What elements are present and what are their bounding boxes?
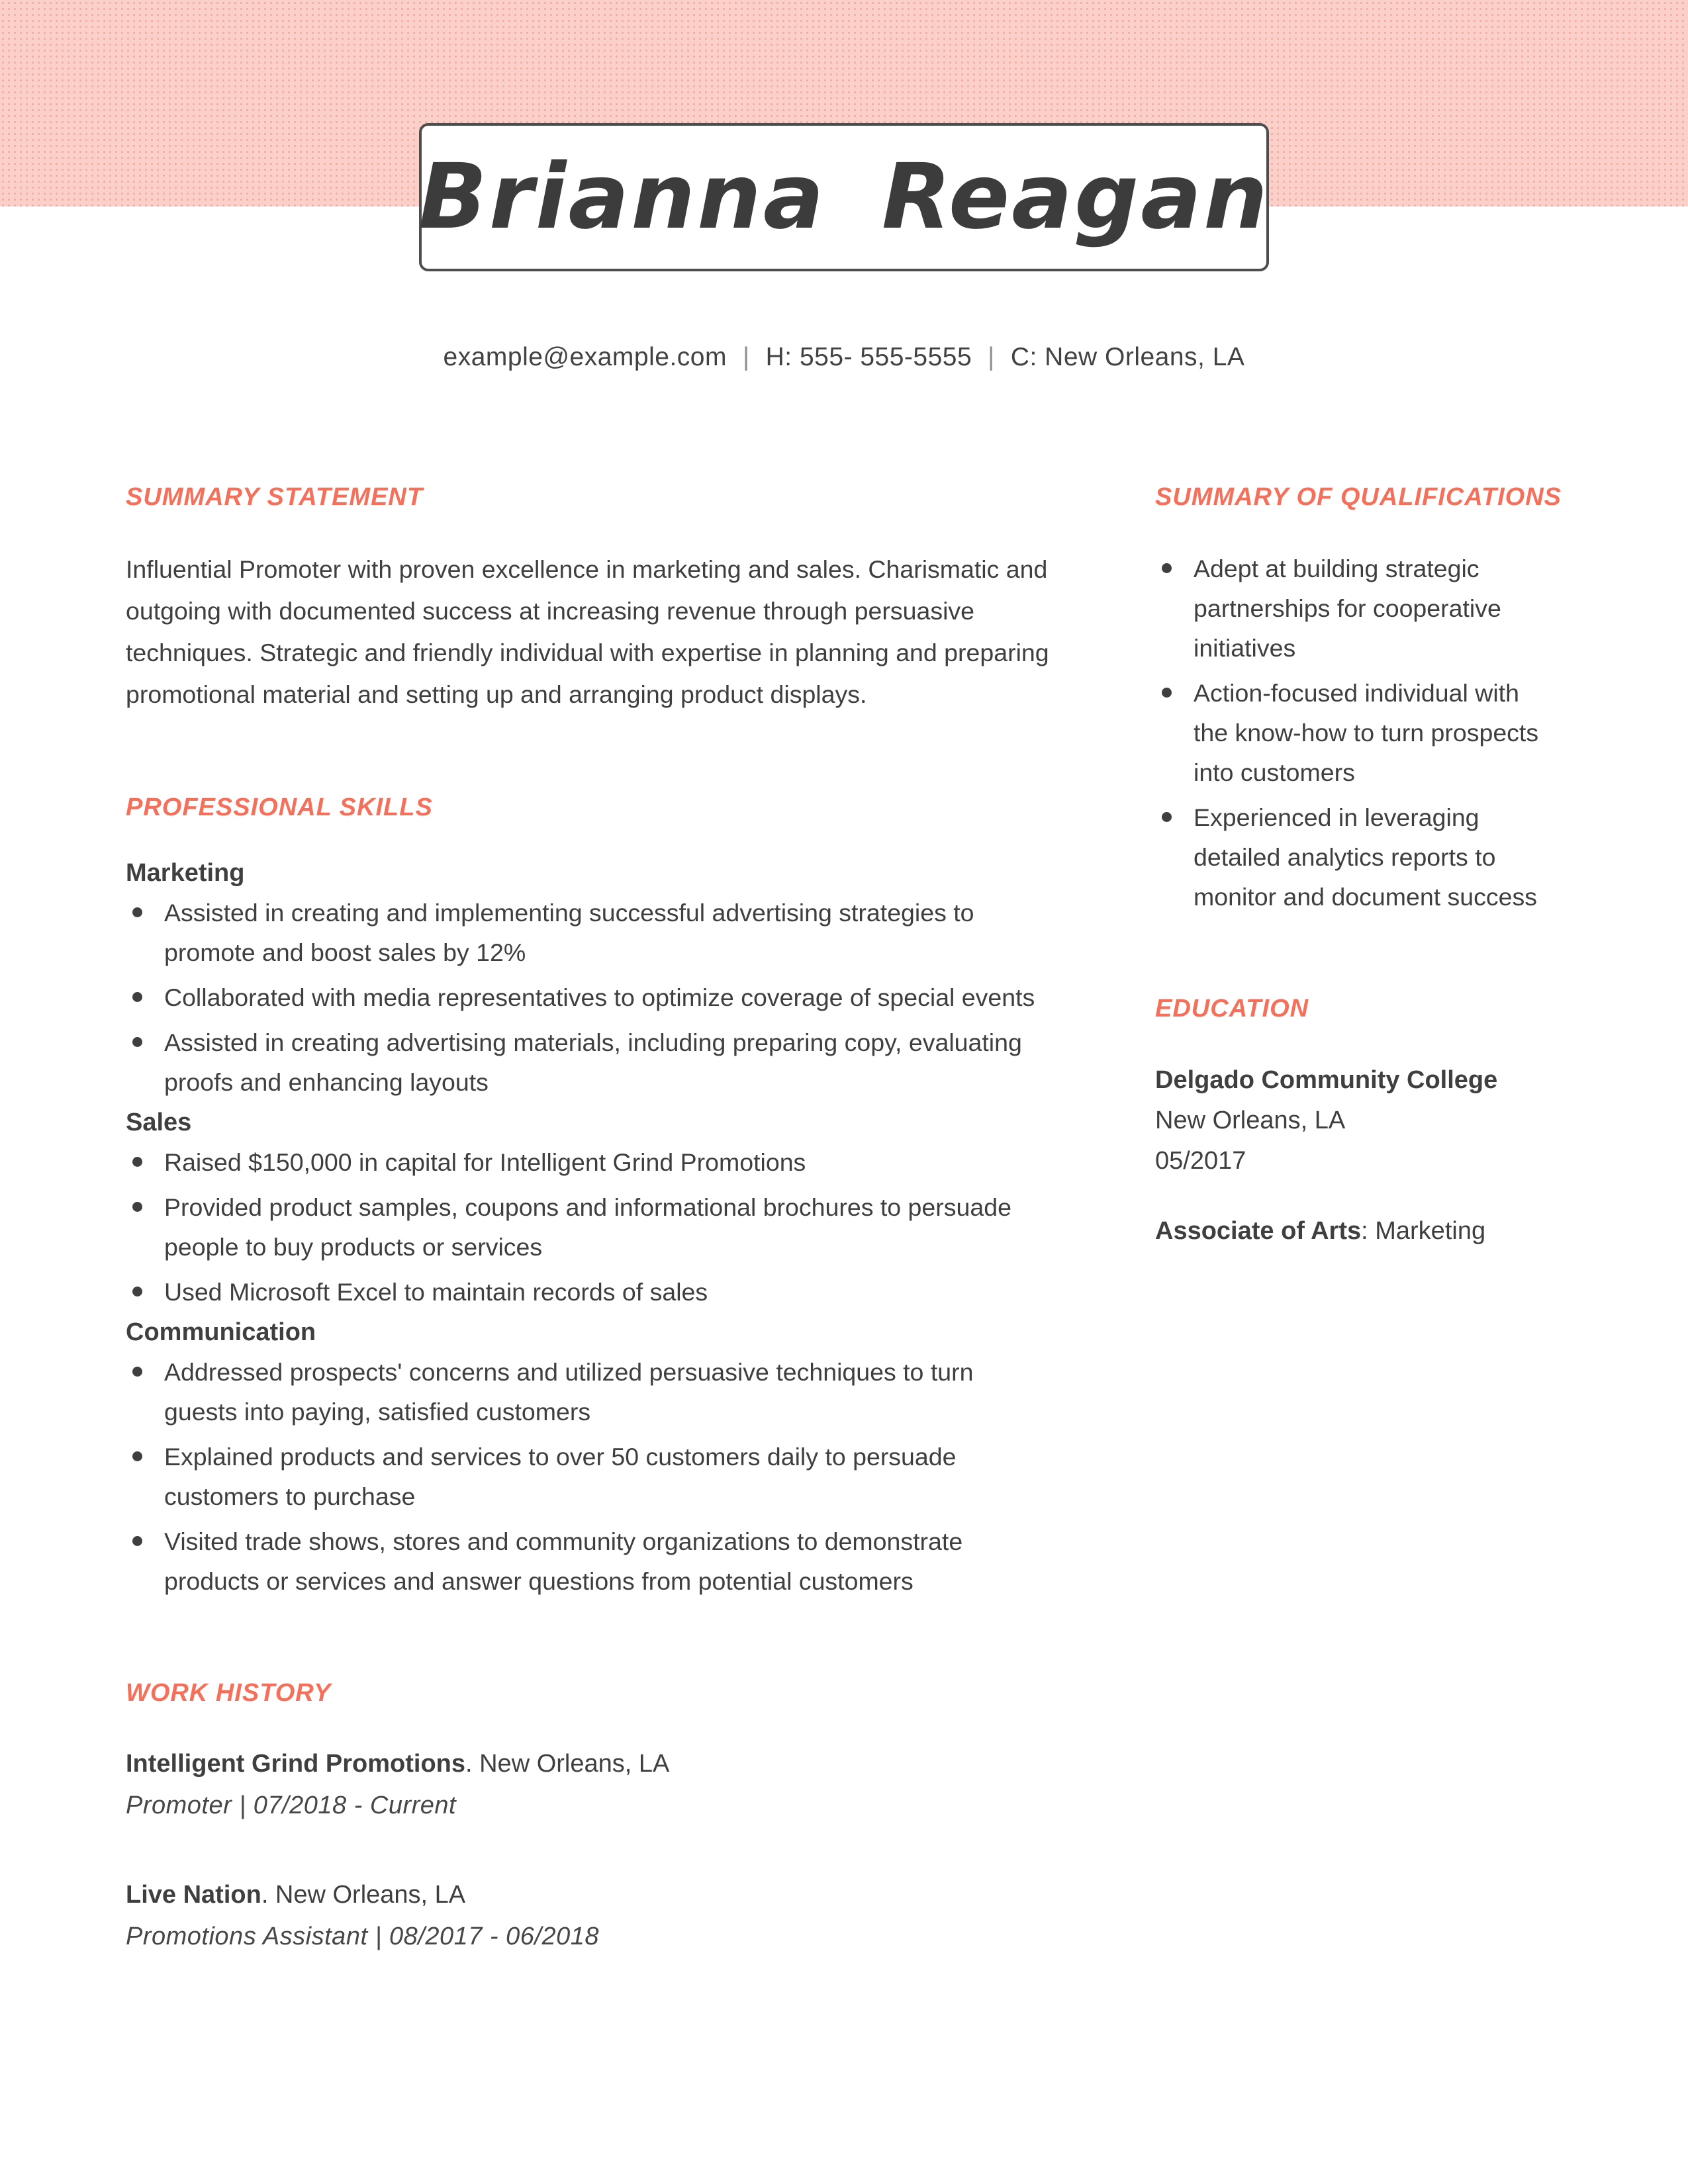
contact-phone: H: 555- 555-5555 bbox=[765, 343, 972, 371]
contact-separator: | bbox=[742, 343, 750, 371]
skill-item: Addressed prospects' concerns and utilized persuasive techniques to turn guests into paying, satisfied customers bbox=[126, 1352, 1049, 1432]
job-role-line: Promoter | 07/2018 - Current bbox=[126, 1791, 457, 1819]
skill-list-sales bbox=[126, 1142, 1049, 1312]
job-company: Live Nation bbox=[126, 1880, 261, 1909]
job-entry bbox=[126, 1745, 1049, 1820]
skill-item: Visited trade shows, stores and community organizations to demonstrate products or services and answer questions from potential customers bbox=[126, 1522, 1049, 1601]
qualification-item: Action-focused individual with the know-how to turn prospects into customers bbox=[1155, 673, 1544, 792]
job-company: Intelligent Grind Promotions bbox=[126, 1750, 465, 1778]
work-history-heading: WORK HISTORY bbox=[126, 1679, 332, 1707]
resume-body bbox=[0, 483, 1688, 1951]
contact-separator: | bbox=[988, 343, 995, 371]
skill-group-title-communication: Communication bbox=[126, 1318, 316, 1346]
job-role-line: Promotions Assistant | 08/2017 - 06/2018 bbox=[126, 1922, 599, 1950]
qualification-item: Experienced in leveraging detailed analytics reports to monitor and document success bbox=[1155, 797, 1544, 917]
education-degree: Associate of Arts bbox=[1155, 1217, 1362, 1246]
education-school: Delgado Community College bbox=[1155, 1066, 1498, 1094]
skill-list-communication bbox=[126, 1352, 1049, 1601]
contact-line bbox=[0, 343, 1688, 372]
qualification-item: Adept at building strategic partnerships for cooperative initiatives bbox=[1155, 549, 1544, 668]
skill-item: Explained products and services to over 50 customers daily to persuade customers to purchase bbox=[126, 1437, 1049, 1516]
job-company-line bbox=[126, 1745, 1049, 1784]
education-date: 05/2017 bbox=[1155, 1146, 1246, 1175]
left-column bbox=[126, 483, 1049, 1951]
education-entry bbox=[1155, 1060, 1544, 1251]
skill-group-title-sales: Sales bbox=[126, 1109, 192, 1136]
skill-item: Provided product samples, coupons and informational brochures to persuade people to buy products or services bbox=[126, 1187, 1049, 1267]
summary-statement-heading: SUMMARY STATEMENT bbox=[126, 483, 424, 511]
skill-item: Used Microsoft Excel to maintain records of sales bbox=[126, 1272, 1049, 1312]
qualifications-heading: SUMMARY OF QUALIFICATIONS bbox=[1155, 483, 1562, 511]
skill-list-marketing bbox=[126, 893, 1049, 1102]
education-degree-line bbox=[1155, 1211, 1544, 1251]
skill-item: Collaborated with media representatives to optimize coverage of special events bbox=[126, 978, 1049, 1017]
education-location: New Orleans, LA bbox=[1155, 1106, 1346, 1134]
skill-group-title-marketing: Marketing bbox=[126, 859, 245, 887]
contact-city: C: New Orleans, LA bbox=[1010, 343, 1245, 371]
contact-email: example@example.com bbox=[443, 343, 727, 371]
professional-skills-heading: PROFESSIONAL SKILLS bbox=[126, 794, 433, 821]
name-box bbox=[419, 123, 1269, 271]
right-column bbox=[1155, 483, 1562, 1951]
candidate-name: Brianna Reagan bbox=[418, 145, 1270, 250]
education-heading: EDUCATION bbox=[1155, 995, 1309, 1023]
job-location: . New Orleans, LA bbox=[261, 1880, 466, 1909]
qualifications-list bbox=[1155, 549, 1544, 917]
job-location: . New Orleans, LA bbox=[465, 1750, 670, 1778]
skill-item: Raised $150,000 in capital for Intelligent Grind Promotions bbox=[126, 1142, 1049, 1182]
skill-item: Assisted in creating advertising materials, including preparing copy, evaluating proofs and enhancing layouts bbox=[126, 1023, 1049, 1102]
education-degree-major: : Marketing bbox=[1361, 1217, 1486, 1246]
skill-item: Assisted in creating and implementing successful advertising strategies to promote and boost sales by 12% bbox=[126, 893, 1049, 972]
summary-statement-text: Influential Promoter with proven excellence in marketing and sales. Charismatic and outgoing with documented success at increasing revenue through persuasive techniques. Strategic and friendly individual with expertise in planning and preparing promotional material and setting up and arranging product displays. bbox=[126, 555, 1049, 708]
job-company-line bbox=[126, 1876, 1049, 1915]
job-entry bbox=[126, 1876, 1049, 1951]
